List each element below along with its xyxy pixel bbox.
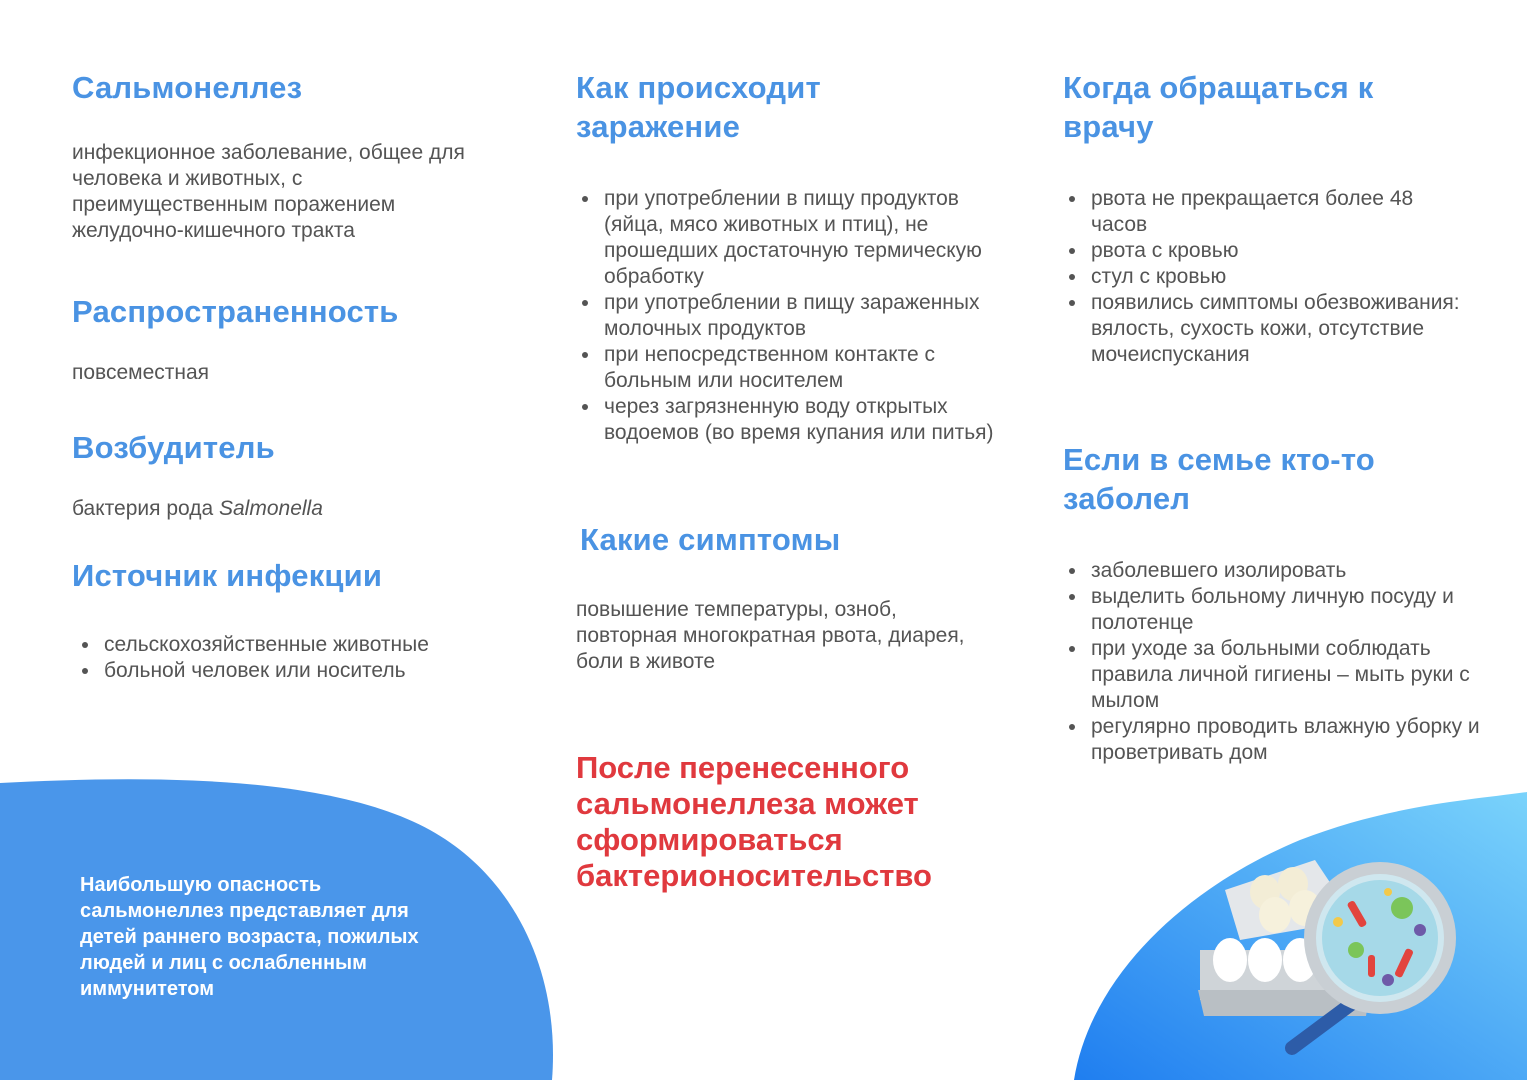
heading-doctor: Когда обращаться к врачу bbox=[1063, 70, 1374, 144]
list-item: сельскохозяйственные животные bbox=[76, 632, 516, 658]
text-salmonellosis: инфекционное заболевание, общее для человека и животных, с преимущественным поражением желудочно-кишечного тракта bbox=[72, 141, 465, 242]
list-item: заболевшего изолировать bbox=[1063, 558, 1493, 584]
list-item: выделить больному личную посуду и полотенце bbox=[1063, 584, 1493, 636]
list-item: при употреблении в пищу зараженных молочных продуктов bbox=[576, 290, 1006, 342]
list-item: рвота не прекращается более 48 часов bbox=[1063, 186, 1473, 238]
callout-risk-groups: Наибольшую опасность сальмонеллез представляет для детей раннего возраста, пожилых людей и лиц с ослабленным иммунитетом bbox=[80, 874, 419, 1000]
list-doctor bbox=[1063, 186, 1473, 368]
list-item: рвота с кровью bbox=[1063, 238, 1473, 264]
heading-salmonellosis: Сальмонеллез bbox=[72, 70, 303, 105]
list-item: появились симптомы обезвоживания: вялость, сухость кожи, отсутствие мочеиспускания bbox=[1063, 290, 1473, 368]
list-item: регулярно проводить влажную уборку и проветривать дом bbox=[1063, 714, 1493, 766]
list-item: при непосредственном контакте с больным или носителем bbox=[576, 342, 1006, 394]
heading-pathogen: Возбудитель bbox=[72, 430, 275, 465]
salmonella-illustration bbox=[1070, 780, 1527, 1080]
heading-symptoms: Какие симптомы bbox=[580, 522, 841, 557]
text-pathogen-genus: Salmonella bbox=[219, 497, 323, 520]
text-pathogen bbox=[72, 496, 323, 522]
heading-prevalence: Распространенность bbox=[72, 294, 399, 329]
warning-carrier: После перенесенного сальмонеллеза может сформироваться бактерионосительство bbox=[576, 750, 932, 893]
list-item: через загрязненную воду открытых водоемов (во время купания или питья) bbox=[576, 394, 1006, 446]
text-symptoms: повышение температуры, озноб, повторная многократная рвота, диарея, боли в животе bbox=[576, 598, 965, 673]
text-pathogen-prefix: бактерия рода bbox=[72, 497, 219, 520]
list-source bbox=[76, 632, 516, 684]
list-family bbox=[1063, 558, 1493, 766]
heading-family: Если в семье кто-то заболел bbox=[1063, 442, 1375, 516]
list-item: при уходе за больными соблюдать правила личной гигиены – мыть руки с мылом bbox=[1063, 636, 1493, 714]
heading-infection: Как происходит заражение bbox=[576, 70, 821, 144]
heading-source: Источник инфекции bbox=[72, 558, 383, 593]
text-prevalence: повсеместная bbox=[72, 361, 210, 384]
list-infection bbox=[576, 186, 1006, 446]
list-item: при употреблении в пищу продуктов (яйца, мясо животных и птиц), не прошедших достаточную термическую обработку bbox=[576, 186, 1006, 290]
list-item: больной человек или носитель bbox=[76, 658, 516, 684]
list-item: стул с кровью bbox=[1063, 264, 1473, 290]
